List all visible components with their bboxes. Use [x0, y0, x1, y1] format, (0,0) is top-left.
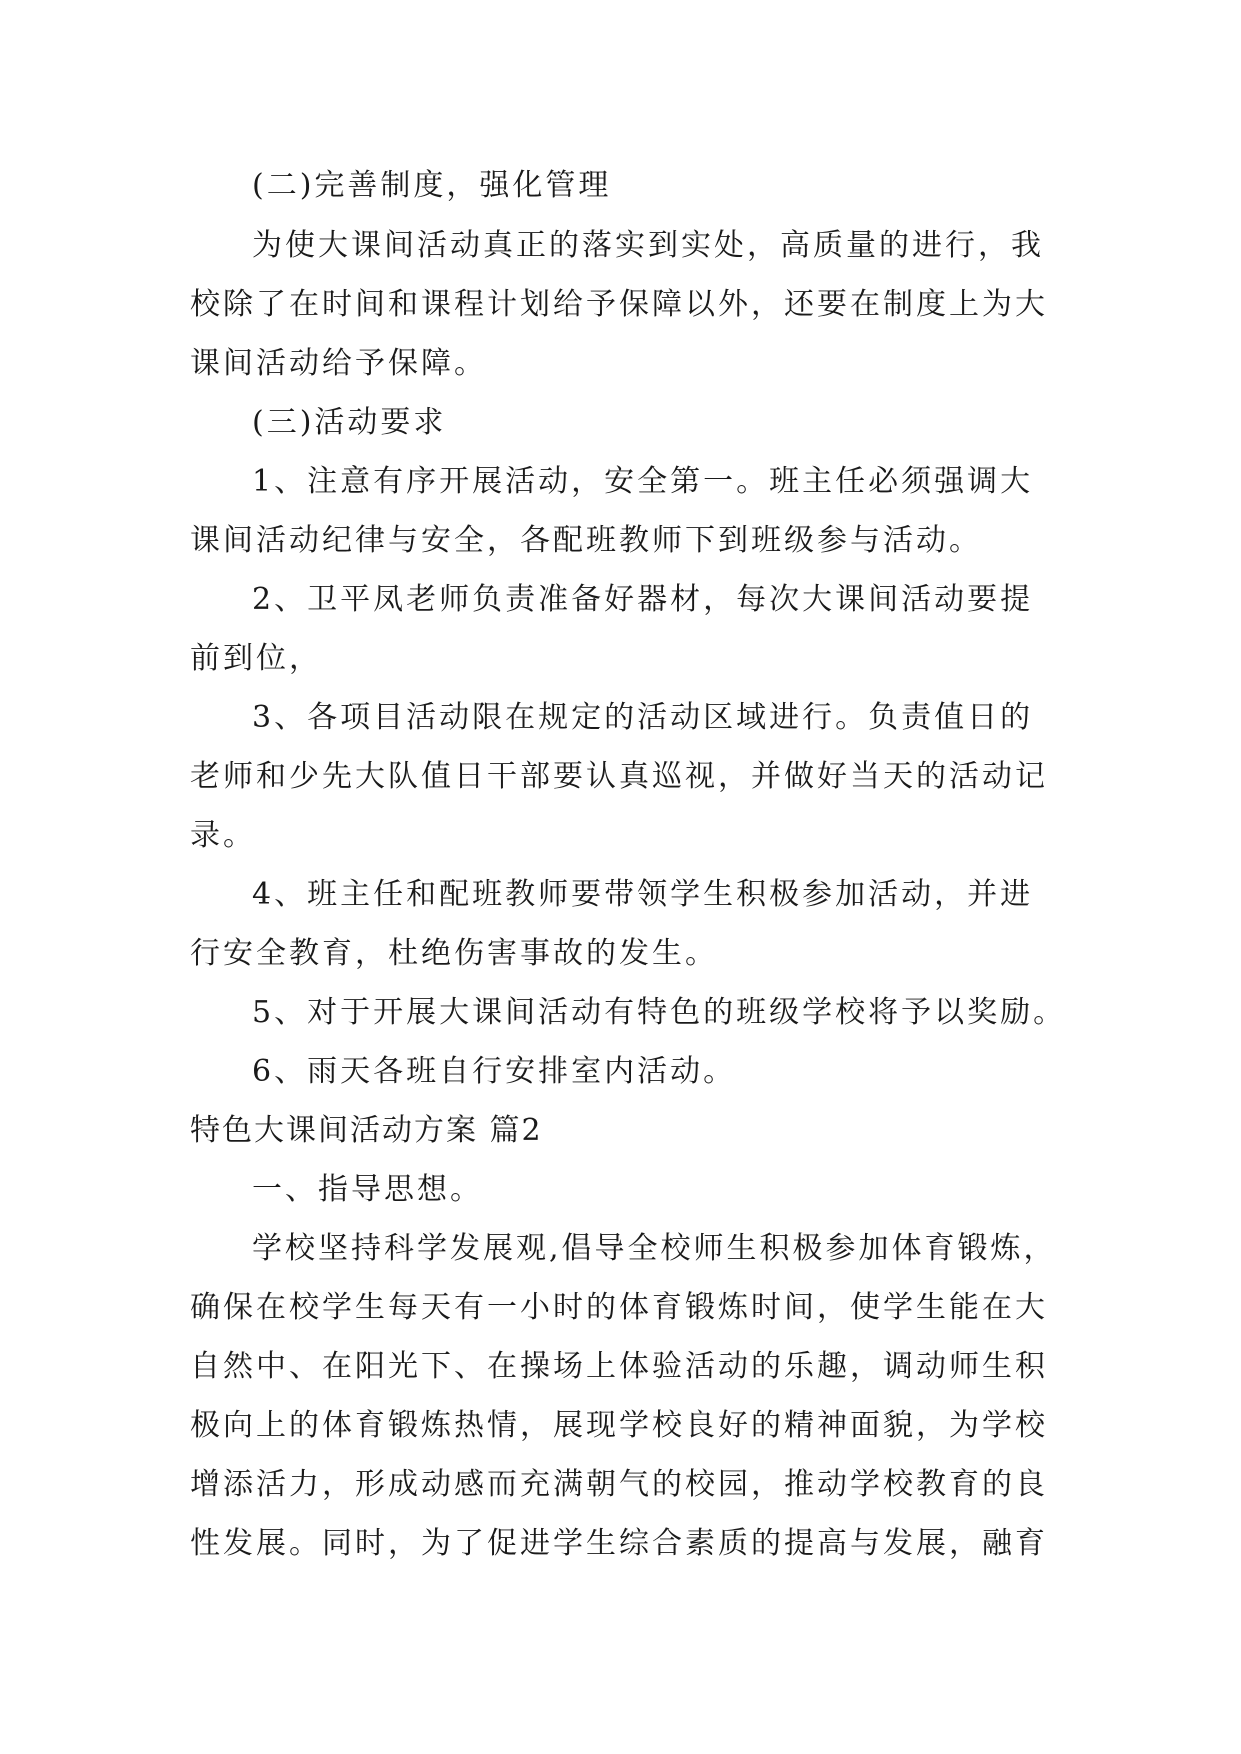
paragraph-line: 校除了在时间和课程计划给予保障以外，还要在制度上为大 [190, 287, 1048, 322]
document-section-title: 特色大课间活动方案 篇2 [190, 1113, 543, 1148]
paragraph-line: 课间活动给予保障。 [190, 346, 487, 381]
paragraph-line: 确保在校学生每天有一小时的体育锻炼时间，使学生能在大 [190, 1290, 1048, 1325]
section-heading-1: 一、指导思想。 [252, 1172, 483, 1207]
paragraph-line: 性发展。同时，为了促进学生综合素质的提高与发展，融育 [190, 1526, 1048, 1561]
section-heading-3: (三)活动要求 [252, 405, 447, 440]
list-item-4: 4、班主任和配班教师要带领学生积极参加活动，并进 [252, 877, 1034, 912]
list-item-2: 2、卫平凤老师负责准备好器材，每次大课间活动要提 [252, 582, 1034, 617]
list-item-4-cont: 行安全教育，杜绝伤害事故的发生。 [190, 936, 718, 971]
section-heading-2: (二)完善制度，强化管理 [252, 168, 612, 203]
paragraph-line: 学校坚持科学发展观,倡导全校师生积极参加体育锻炼， [252, 1231, 1057, 1266]
list-item-3-cont: 录。 [190, 818, 256, 853]
paragraph-line: 极向上的体育锻炼热情，展现学校良好的精神面貌，为学校 [190, 1408, 1048, 1443]
list-item-2-cont: 前到位， [190, 641, 322, 676]
list-item-1: 1、注意有序开展活动，安全第一。班主任必须强调大 [252, 464, 1034, 499]
list-item-6: 6、雨天各班自行安排室内活动。 [252, 1054, 737, 1089]
list-item-5: 5、对于开展大课间活动有特色的班级学校将予以奖励。 [252, 995, 1067, 1030]
list-item-3: 3、各项目活动限在规定的活动区域进行。负责值日的 [252, 700, 1034, 735]
list-item-1-cont: 课间活动纪律与安全，各配班教师下到班级参与活动。 [190, 523, 982, 558]
list-item-3-cont: 老师和少先大队值日干部要认真巡视，并做好当天的活动记 [190, 759, 1048, 794]
paragraph-line: 增添活力，形成动感而充满朝气的校园，推动学校教育的良 [190, 1467, 1048, 1502]
paragraph-line: 自然中、在阳光下、在操场上体验活动的乐趣，调动师生积 [190, 1349, 1048, 1384]
paragraph-line: 为使大课间活动真正的落实到实处，高质量的进行，我 [252, 228, 1044, 263]
